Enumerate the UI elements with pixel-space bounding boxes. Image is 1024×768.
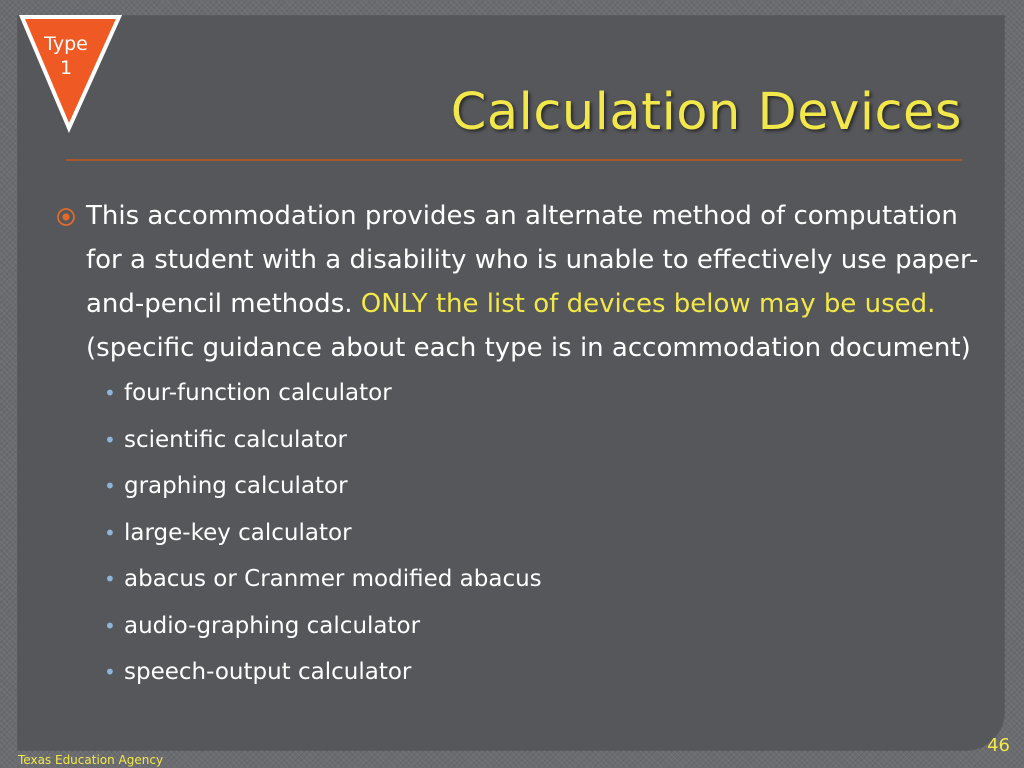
bullet-dot-icon: • <box>104 427 116 452</box>
main-bullet-text-end: (specific guidance about each type is in accommodation document) <box>86 333 971 363</box>
type-badge-line2: 1 <box>59 57 73 79</box>
device-label: audio-graphing calculator <box>124 612 421 639</box>
main-bullet <box>56 194 984 370</box>
footer-organization: Texas Education Agency <box>18 753 164 767</box>
main-bullet-text-start: This accommodation provides an alternate method of computation for a student with a disability who is unable to effectively use paper-and-pencil methods. <box>86 201 979 319</box>
type-badge <box>18 12 124 134</box>
slide-number: 46 <box>987 735 1010 756</box>
title-divider <box>66 159 962 161</box>
bullet-dot-icon: • <box>104 567 116 591</box>
list-item <box>102 370 986 417</box>
slide-title: Calculation Devices <box>450 83 962 142</box>
type-badge-line1: Type <box>44 33 88 55</box>
device-label: large-key calculator <box>124 519 352 546</box>
bullet-dot-icon: • <box>104 520 116 545</box>
slide-content <box>56 194 986 696</box>
list-item <box>102 463 986 510</box>
device-label: graphing calculator <box>124 473 348 499</box>
list-item <box>102 510 986 557</box>
bullet-dot-icon: • <box>104 660 116 684</box>
list-item <box>102 603 986 650</box>
list-item <box>102 417 986 464</box>
device-list <box>56 370 986 696</box>
main-bullet-highlight: ONLY the list of devices below may be used. <box>360 289 936 319</box>
type-badge-label <box>18 32 114 80</box>
device-label: four-function calculator <box>124 380 392 406</box>
list-item <box>102 649 986 696</box>
device-label: scientific calculator <box>124 426 347 453</box>
target-bullet-icon <box>56 207 76 227</box>
device-label: speech-output calculator <box>124 659 412 685</box>
bullet-dot-icon: • <box>104 613 116 638</box>
device-label: abacus or Cranmer modified abacus <box>124 566 542 592</box>
list-item <box>102 556 986 603</box>
bullet-dot-icon: • <box>104 381 116 405</box>
bullet-dot-icon: • <box>104 474 116 498</box>
